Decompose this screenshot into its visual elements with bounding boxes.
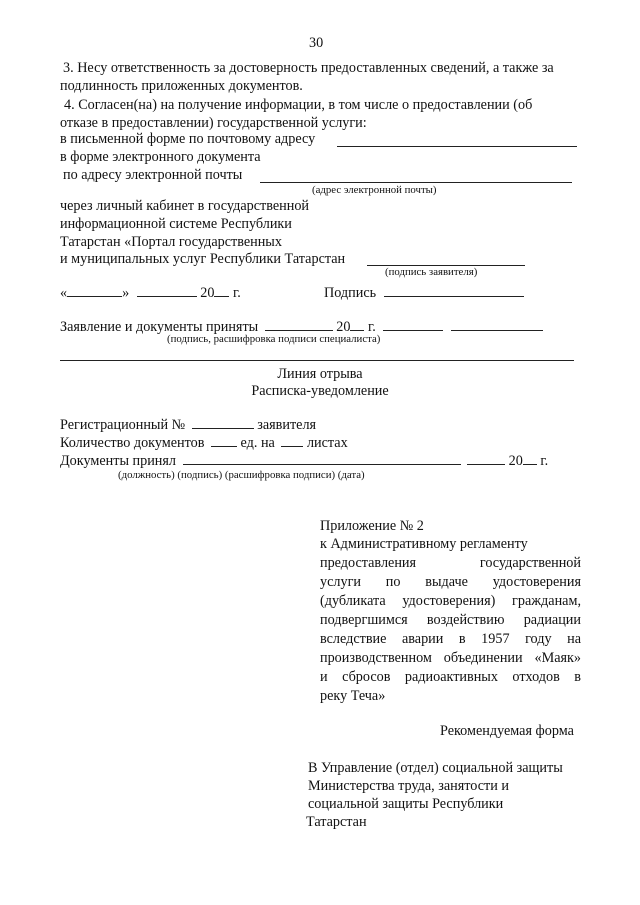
item-3-line-1: 3. Несу ответственность за достоверность предоставленных сведений, а также за [63, 60, 554, 76]
email-blank [260, 182, 572, 183]
appendix-line: подвергшимся воздействию радиации [320, 612, 581, 628]
postal-address-label: в письменной форме по почтовому адресу [60, 131, 316, 147]
signature-label: Подпись [324, 285, 377, 301]
document-count-line [60, 434, 348, 453]
sheet-count-blank [281, 434, 303, 447]
addressee-line-4: Татарстан [306, 814, 367, 830]
portal-line-3: Татарстан «Портал государственных [60, 234, 282, 250]
applicant-signature-caption: (подпись заявителя) [385, 266, 478, 278]
month-blank [137, 284, 197, 297]
accepted-year-blank [350, 318, 364, 331]
accepted-year-suffix: г. [368, 319, 376, 335]
electronic-document-option: в форме электронного документа [60, 149, 261, 165]
item-4-line-1: 4. Согласен(на) на получение информации, в том числе о предоставлении (об [64, 97, 533, 113]
registration-number-blank [192, 416, 254, 429]
open-quote: « [60, 285, 68, 301]
postal-address-blank [337, 146, 577, 147]
close-quote: » [122, 285, 130, 301]
postal-address-option [60, 130, 315, 149]
accepted-year-prefix: 20 [336, 319, 351, 335]
day-blank [67, 284, 122, 297]
document-count-blank [211, 434, 237, 447]
appendix-line: услуги по выдаче удостоверения [320, 574, 581, 590]
signature-field [324, 284, 524, 303]
portal-line-2: информационной системе Республики [60, 216, 292, 232]
registration-number-suffix: заявителя [257, 417, 317, 433]
appendix-title: Приложение № 2 [320, 518, 424, 534]
receipt-year-suffix: г. [540, 453, 549, 469]
tear-line-label: Линия отрыва [277, 366, 363, 382]
receipt-date-blank [467, 452, 505, 465]
tear-off-line [60, 360, 574, 361]
portal-line-1: через личный кабинет в государственной [60, 198, 310, 214]
item-3-line-2: подлинность приложенных документов. [60, 78, 303, 94]
item-4-line-2: отказе в предоставлении) государственной услуги: [60, 115, 367, 131]
position-blank [183, 452, 243, 465]
registration-number-label: Регистрационный № [60, 417, 186, 433]
specialist-signature-blank [383, 318, 443, 331]
document-count-label: Количество документов [60, 435, 205, 451]
appendix-line: (дубликата удостоверения) гражданам, [320, 593, 581, 609]
document-units-label: ед. на [240, 435, 275, 451]
documents-accepted-label: Заявление и документы приняты [60, 319, 259, 335]
accepted-caption: (подпись, расшифровка подписи специалиста) [167, 333, 381, 345]
sheets-label: листах [306, 435, 348, 451]
email-caption: (адрес электронной почты) [312, 184, 437, 196]
date-line [60, 284, 241, 303]
accepted-date-blank [265, 318, 333, 331]
name-blank [321, 452, 461, 465]
appendix-line: производственном объединении «Маяк» [320, 650, 581, 666]
specialist-name-blank [451, 318, 543, 331]
appendix-line: и сбросов радиоактивных отходов в [320, 669, 581, 685]
year-prefix: 20 [200, 285, 215, 301]
addressee-line-2: Министерства труда, занятости и [308, 778, 509, 794]
receipt-year-prefix: 20 [508, 453, 523, 469]
registration-number-line [60, 416, 316, 435]
appendix-text [320, 535, 581, 706]
appendix-line: вследствие аварии в 1957 году на [320, 631, 581, 647]
appendix-line: реку Теча» [320, 688, 386, 704]
receipt-year-blank [523, 452, 537, 465]
receipt-caption: (должность) (подпись) (расшифровка подписи) (дата) [118, 469, 365, 481]
year-suffix: г. [233, 285, 241, 301]
signature-blank [384, 284, 524, 297]
appendix-line: предоставления государственной [320, 555, 581, 571]
recommended-form-label: Рекомендуемая форма [440, 723, 574, 739]
addressee-line-3: социальной защиты Республики [308, 796, 504, 812]
portal-line-4: и муниципальных услуг Республики Татарстан [60, 251, 346, 267]
appendix-line: к Административному регламенту [320, 536, 528, 552]
page-number: 30 [309, 35, 324, 51]
email-option: по адресу электронной почты [63, 167, 243, 183]
year-blank [214, 284, 229, 297]
receipt-title: Расписка-уведомление [251, 383, 389, 399]
signature-blank-2 [243, 452, 321, 465]
addressee-line-1: В Управление (отдел) социальной защиты [308, 760, 563, 776]
accepted-by-label: Документы принял [60, 453, 176, 469]
